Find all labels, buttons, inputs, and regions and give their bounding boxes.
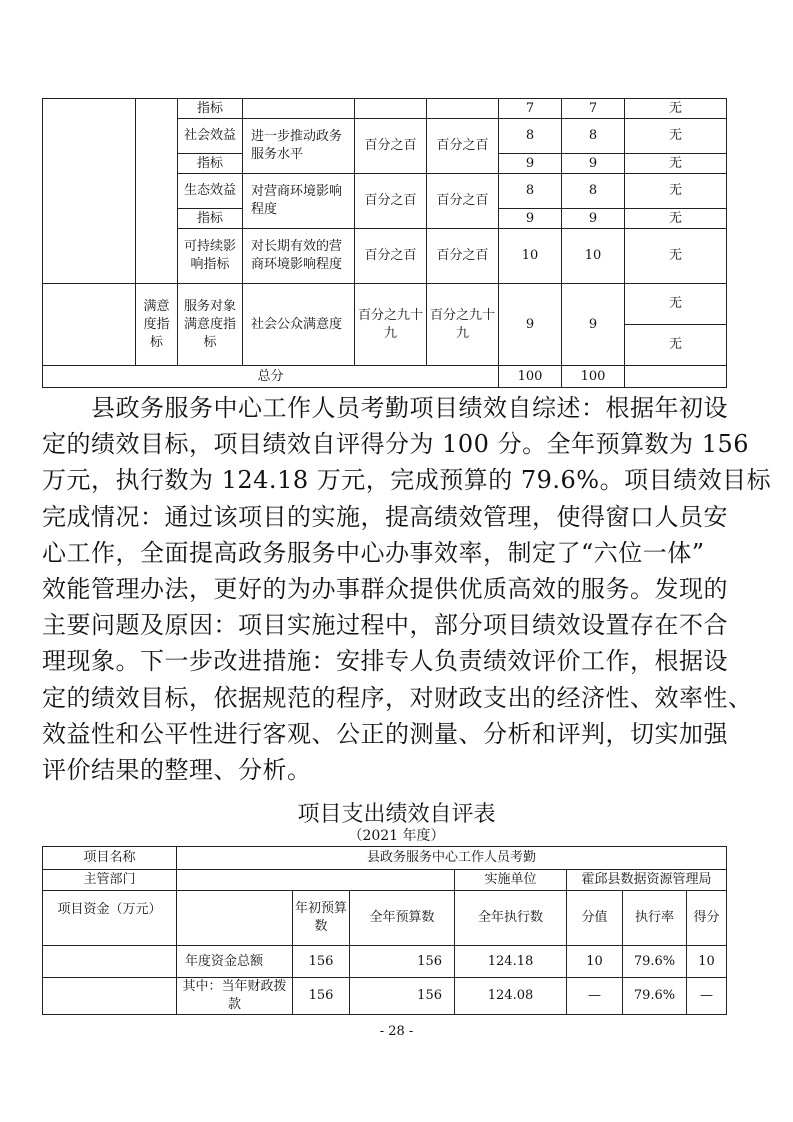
indicator-cell: 服务对象满意度指标 [178,284,243,366]
dept-value [177,870,455,891]
summary-paragraph: 县政务服务中心工作人员考勤项目绩效自综述：根据年初设 定的绩效目标，项目绩效自评得分为 100 分。全年预算数为 156 万元，执行数为 124.18 万元，完成预算的 79.6%。项目绩效目标 完成情况：通过该项目的实施，提高绩效管理，使得窗口人员安 心工作，全面提高政务服务中心办事效率，制定了“六位一体” 效能管理办法，更好的为办事群众提供优质高效的服务。发现的 主要问题及原因：项目实施过程中，部分项目绩效设置存在不合 理现象。下一步改进措施：安排专人负责绩效评价工作，根据设 定的绩效目标，依据规范的程序，对财政支出的经济性、效率性、 效益性和公平性进行客观、公正的测量、分析和评判，切实加强 评价结果的整理、分析。 [42,394,772,785]
weight-cell: 7 [499,99,562,119]
table-year: （2021 年度） [348,828,445,844]
indicator-cell: 指标 [178,209,243,229]
indicator-content: 进一步推动政务服务水平 [243,119,355,174]
project-name-value: 县政务服务中心工作人员考勤 [177,847,727,870]
blank-cell [136,99,178,284]
indicator-content: 对营商环境影响程度 [243,174,355,229]
page-number: - 28 - [379,1024,414,1039]
col-header: 分值 [567,891,623,946]
fund-label: 项目资金（万元） [43,891,177,946]
col-header: 全年预算数 [350,891,455,946]
score-cell: 7 [562,99,625,119]
target-value: 百分之百 [355,174,427,229]
total-label: 总分 [43,366,499,388]
impl-value: 霍邱县数据资源管理局 [567,870,727,891]
indicator-cell: 可持续影响指标 [178,229,243,284]
blank-cell [43,99,136,284]
table-row: 年度资金总额 156 156 124.18 10 79.6% 10 [43,946,727,978]
indicator-cell: 社会效益 [178,119,243,154]
indicator-content: 对长期有效的营商环境影响程度 [243,229,355,284]
note-cell: 无 [625,99,727,119]
impl-label: 实施单位 [455,870,567,891]
actual-value: 百分之百 [427,119,499,174]
col-header: 年初预算数 [293,891,350,946]
indicator-cell: 指标 [178,99,243,119]
project-name-label: 项目名称 [43,847,177,870]
dept-label: 主管部门 [43,870,177,891]
expenditure-self-evaluation-table [42,846,727,1015]
satisfaction-category: 满意度指标 [136,284,178,366]
performance-indicator-table: 指标 7 7 无 社会效益 进一步推动政务服务水平 百分之百 百分之百 8 8 无 指标 9 9 无 生态效益 对营商环境影响程度 百分之百 百分之百 8 8 无 指标 9 9 无 可持续影响指标 对长期有效的营商环境影响程度 百分之百 百分之百 10 10 无 满意度指标 服务对象满意度指标 社会公众满意度 百分之九十九 百分之九十九 9 9 无 无 总分 100 100 [42,98,727,388]
total-score: 100 [562,366,625,388]
indicator-cell: 生态效益 [178,174,243,209]
table-title: 项目支出绩效自评表 [297,802,496,827]
actual-value: 百分之百 [427,174,499,229]
col-header: 全年执行数 [455,891,567,946]
col-header: 得分 [687,891,727,946]
indicator-cell: 指标 [178,154,243,174]
indicator-content: 社会公众满意度 [243,284,355,366]
target-value: 百分之百 [355,119,427,174]
table-row: 其中：当年财政拨款 156 156 124.08 — 79.6% — [43,978,727,1015]
total-weight: 100 [499,366,562,388]
col-header: 执行率 [623,891,687,946]
